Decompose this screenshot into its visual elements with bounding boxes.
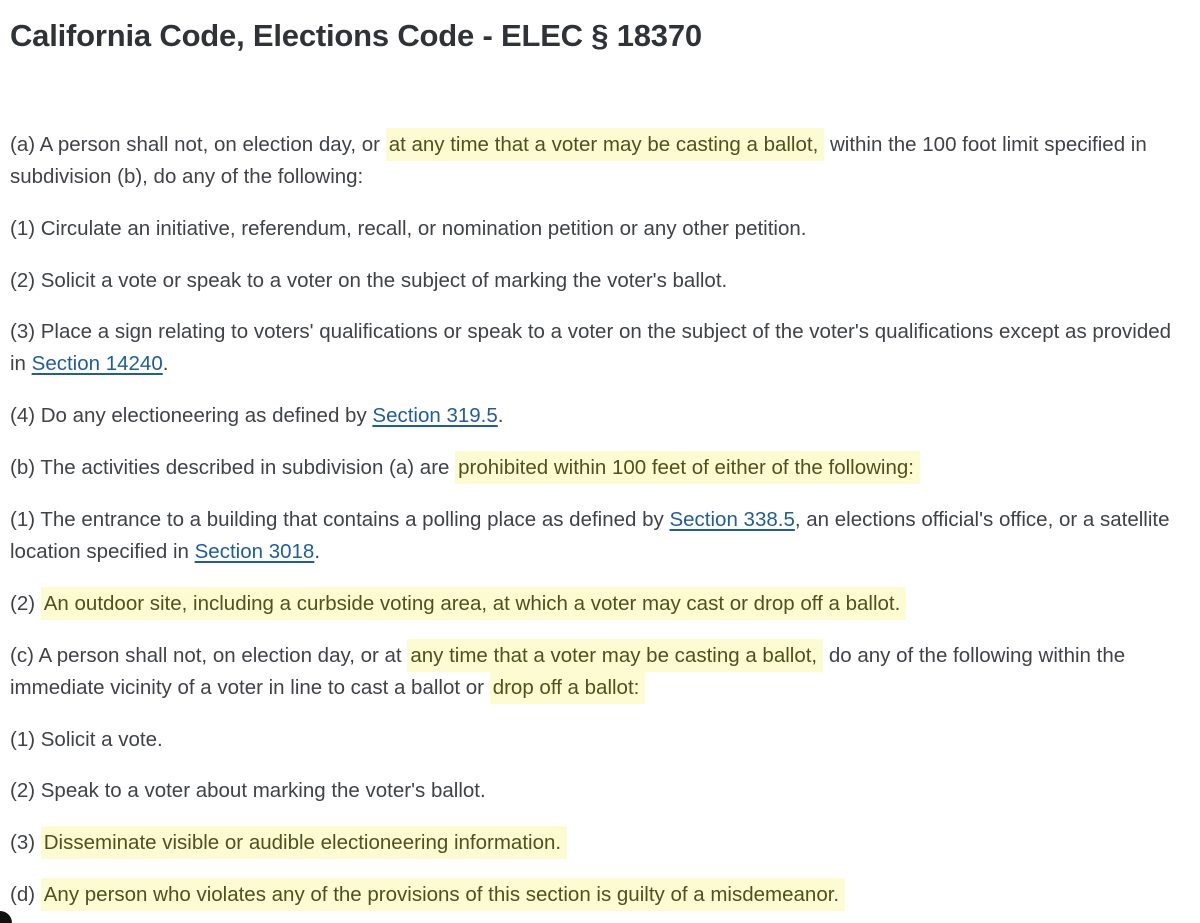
- paragraph-b2-highlight: An outdoor site, including a curbside voting area, at which a voter may cast or drop off a ballot.: [41, 587, 907, 620]
- paragraph-b1: [10, 504, 1188, 568]
- paragraph-a3: [10, 316, 1188, 380]
- paragraph-a-text-start: (a) A person shall not, on election day, or: [10, 133, 386, 156]
- paragraph-b2: [10, 588, 1188, 620]
- paragraph-c-highlight-2: drop off a ballot:: [490, 671, 646, 704]
- paragraph-b: [10, 452, 1188, 484]
- paragraph-a4: [10, 400, 1188, 432]
- paragraph-c3: [10, 827, 1188, 859]
- section-319-5-link[interactable]: Section 319.5: [372, 404, 498, 427]
- paragraph-a-highlight: at any time that a voter may be casting a ballot,: [386, 128, 825, 161]
- statute-page: [10, 0, 1190, 906]
- paragraph-d-highlight: Any person who violates any of the provisions of this section is guilty of a misdemeanor.: [41, 878, 845, 911]
- page-title: California Code, Elections Code - ELEC § 18370: [10, 18, 702, 53]
- paragraph-b-text-start: (b) The activities described in subdivision (a) are: [10, 456, 456, 479]
- section-3018-link[interactable]: Section 3018: [194, 540, 315, 563]
- paragraph-b1-text-middle: , an elections official's office, or a satellite location specified in: [10, 508, 1170, 563]
- section-338-5-link[interactable]: Section 338.5: [669, 508, 795, 531]
- paragraph-a-text-end: within the 100 foot limit specified in subdivision (b), do any of the following:: [10, 133, 1147, 188]
- paragraph-b1-text-start: (1) The entrance to a building that contains a polling place as defined by: [10, 508, 670, 531]
- section-14240-link[interactable]: Section 14240: [31, 352, 163, 375]
- paragraph-c-highlight-1: any time that a voter may be casting a ballot,: [407, 639, 823, 672]
- paragraph-a4-text-end: .: [497, 404, 504, 427]
- paragraph-b1-text-end: .: [314, 540, 321, 563]
- paragraph-c1: (1) Solicit a vote.: [10, 728, 163, 751]
- paragraph-c3-text-start: (3): [10, 831, 41, 854]
- paragraph-a1: (1) Circulate an initiative, referendum, recall, or nomination petition or any other petition.: [10, 217, 807, 240]
- paragraph-c3-highlight: Disseminate visible or audible electioneering information.: [41, 826, 567, 859]
- window-corner-decoration: [0, 911, 12, 923]
- paragraph-a3-text-start: (3) Place a sign relating to voters' qualifications or speak to a voter on the subject of the voter's qualifications except as provided in: [10, 320, 1172, 375]
- paragraph-d-text-start: (d): [10, 883, 41, 906]
- paragraph-c-text-start: (c) A person shall not, on election day, or at: [10, 644, 408, 667]
- paragraph-a3-text-end: .: [162, 352, 169, 375]
- paragraph-c2: (2) Speak to a voter about marking the voter's ballot.: [10, 779, 486, 802]
- paragraph-c-text-middle: do any of the following within the immediate vicinity of a voter in line to cast a ballot or: [10, 644, 1126, 699]
- paragraph-b-highlight: prohibited within 100 feet of either of the following:: [455, 451, 920, 484]
- paragraph-a: [10, 129, 1188, 193]
- paragraph-c: [10, 640, 1188, 704]
- paragraph-d: [10, 879, 1188, 911]
- paragraph-a2: (2) Solicit a vote or speak to a voter on the subject of marking the voter's ballot.: [10, 269, 728, 292]
- paragraph-a4-text-start: (4) Do any electioneering as defined by: [10, 404, 373, 427]
- paragraph-b2-text-start: (2): [10, 592, 41, 615]
